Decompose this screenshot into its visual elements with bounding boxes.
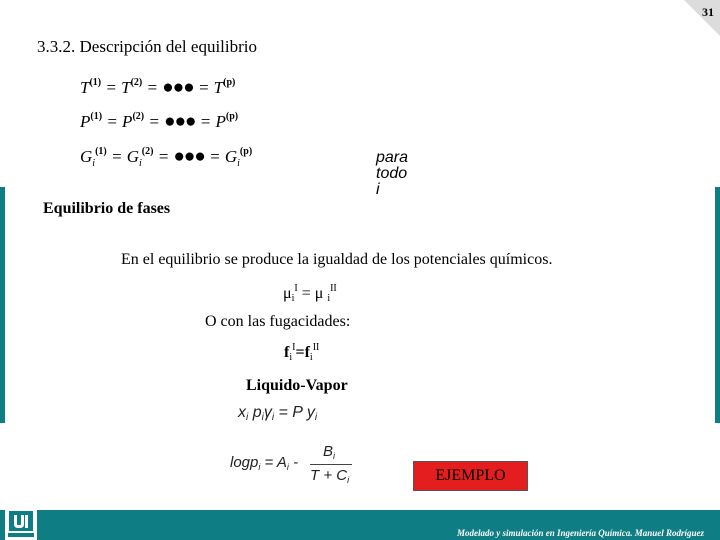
- section-heading: 3.3.2. Descripción del equilibrio: [37, 37, 258, 56]
- fugacity-equation: $f_i^I=f_i^{II}$: [284, 342, 320, 363]
- university-logo: [5, 508, 37, 540]
- fases-title: Equilibrio de fases: [43, 200, 171, 217]
- potential-text: En el equilibrio se produce la igualdad de los potenciales químicos.: [121, 251, 553, 268]
- raoult-equation: $x_i$ $p_i\gamma_i = P$ $y_i$: [238, 404, 318, 423]
- footer-text: Modelado y simulación en Ingeniería Química. Manuel Rodríguez: [456, 528, 704, 538]
- footer-bar: [0, 510, 720, 540]
- equation-suffix: para todo i: [376, 149, 409, 198]
- fugacity-text: O con las fugacidades:: [205, 313, 351, 330]
- right-accent-bar: [715, 187, 720, 423]
- gibbs-equation: $G_i^{(1)} = G_i^{(2)}$ = ●●● = $G_i^{(p)}$: [80, 146, 253, 169]
- ejemplo-button[interactable]: EJEMPLO: [413, 461, 528, 491]
- temperature-equation: $T^{(1)} = T^{(2)}$ = ●●● = $T^{(p)}$: [80, 77, 236, 98]
- pressure-equation: $P^{(1)} = P^{(2)}$ = ●●● = $P^{(p)}$: [80, 111, 239, 132]
- page-number: 31: [702, 5, 714, 19]
- mu-equation: $\mu_i^I = \mu$ $_i^{II}$: [283, 283, 337, 304]
- antoine-equation: $\log p_i = A_i$ - $B_i$ $T + C_i$: [230, 443, 370, 489]
- liquido-vapor-title: Liquido-Vapor: [246, 377, 348, 394]
- left-accent-bar: [0, 187, 5, 423]
